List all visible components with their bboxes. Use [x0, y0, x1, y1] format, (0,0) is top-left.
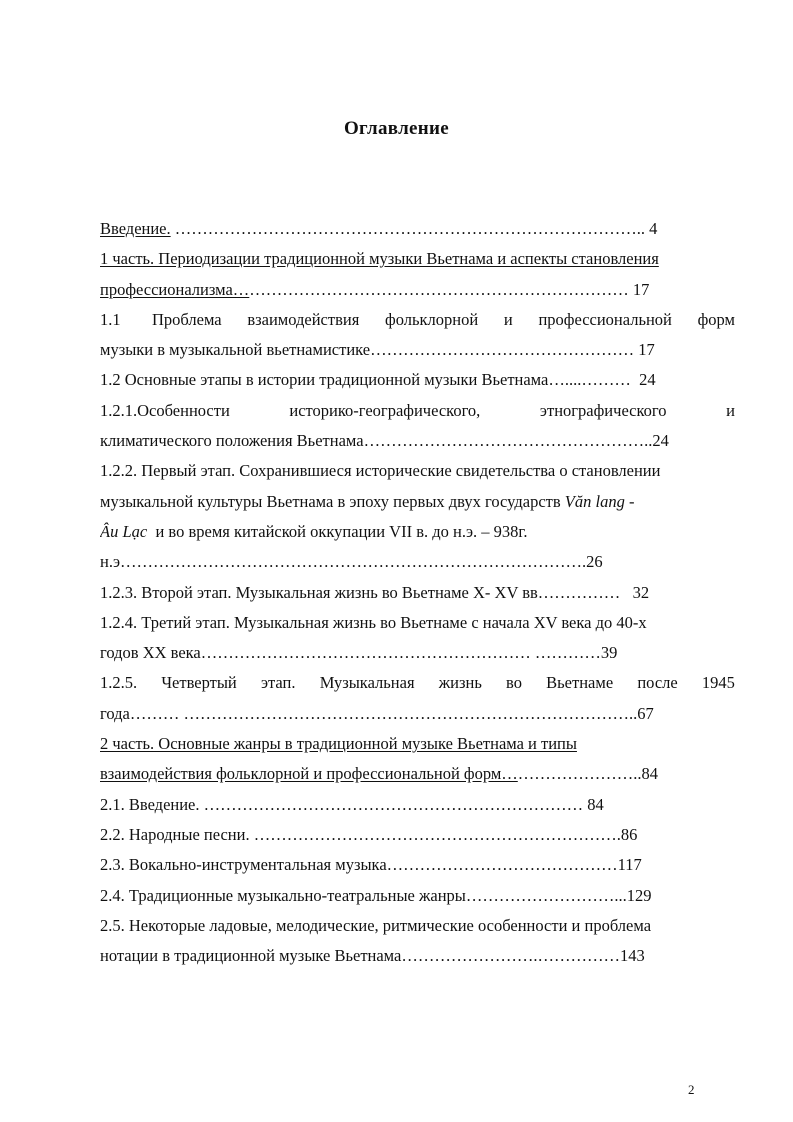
toc-label: 1.2.2. Первый этап. Сохранившиеся исторические свидетельства о становлении	[100, 461, 661, 481]
toc-leader-dots: ………………………………………………………….	[249, 824, 621, 844]
toc-label-word: во	[506, 673, 522, 693]
toc-page-number: 17	[632, 279, 650, 299]
toc-leader-dots: ……………………………………………………………	[249, 279, 633, 299]
toc-leader-dots: ………………………………………………………………………….	[120, 552, 587, 572]
toc-entry-1-2-1-line1[interactable]	[100, 396, 735, 426]
toc-section-number: 1.1	[100, 309, 121, 329]
toc-page-number: 26	[586, 552, 603, 572]
toc-entry-1-2-2-line3[interactable]	[100, 517, 735, 547]
toc-label-word: и	[726, 400, 735, 420]
toc-page-number: ..24	[644, 431, 669, 451]
toc-entry-1-2-4-line1[interactable]	[100, 608, 735, 638]
toc-label: Введение.	[100, 219, 171, 238]
toc-entry-1-2-1-line2[interactable]	[100, 426, 735, 456]
toc-entry-2-4[interactable]	[100, 881, 735, 911]
toc-page-number: 143	[619, 946, 645, 966]
toc-label-italic: Văn lang -	[564, 491, 635, 511]
toc-entry-part2-line1[interactable]	[100, 729, 735, 759]
toc-entry-2-3[interactable]	[100, 850, 735, 880]
toc-entry-2-5-line1[interactable]	[100, 911, 735, 941]
toc-label: музыкальной культуры Вьетнама в эпоху первых двух государств	[100, 491, 561, 511]
toc-entry-1-2-5-line2[interactable]	[100, 699, 735, 729]
toc-page-number: 117	[617, 855, 642, 875]
toc-page-number: 84	[641, 764, 659, 784]
toc-page-number: 24	[639, 370, 656, 390]
toc-page-number: 4	[649, 219, 658, 238]
toc-page-number: 84	[587, 794, 604, 814]
toc-leader-dots: ……………………………………………	[363, 431, 645, 451]
toc-leader-dots: ……… ………………………………………………………………………..	[129, 703, 638, 723]
toc-leader-dots: ……………………………………	[386, 855, 618, 875]
toc-entry-2-5-line2[interactable]	[100, 941, 735, 971]
toc-leader-dots: …………………….……………	[401, 946, 620, 966]
toc-label-word: 1945	[701, 673, 735, 693]
toc-entry-part1-line1[interactable]	[100, 244, 735, 274]
toc-label-word: после	[637, 673, 678, 693]
toc-page-number: 86	[620, 824, 638, 844]
toc-page-number: 17	[634, 340, 655, 360]
toc-label: 2.1. Введение.	[100, 794, 200, 814]
toc-label-word: жизнь	[438, 673, 482, 693]
toc-label: музыки в музыкальной вьетнамистике	[100, 340, 371, 360]
toc-entry-part2-line2[interactable]	[100, 759, 735, 789]
toc-label-word: этнографического	[539, 400, 667, 420]
toc-leader-dots: …....………	[548, 370, 631, 390]
toc-entry-1-2-4-line2[interactable]	[100, 638, 735, 668]
toc-label: 2.5. Некоторые ладовые, мелодические, ритмические особенности и проблема	[100, 915, 652, 935]
toc-label: 1.2 Основные этапы в истории традиционной музыки Вьетнама	[100, 370, 549, 390]
toc-leader-dots: …………………………………………	[370, 340, 635, 360]
toc-label-word: 1.2.5.	[100, 673, 138, 693]
toc-label: годов XX века	[100, 643, 201, 663]
toc-entry-1-2-3[interactable]	[100, 578, 735, 608]
toc-leader-dots: …………………………………………………………………………..	[170, 219, 650, 238]
toc-label: 1 часть. Периодизации традиционной музыки Вьетнама и аспекты становления	[100, 249, 659, 269]
toc-entry-1-2-2-line4[interactable]	[100, 547, 735, 577]
toc-leader-dots: …………………………………………………… …………	[200, 643, 601, 663]
toc-entry-part1-line2[interactable]	[100, 275, 735, 305]
toc-label: 1.2.3. Второй этап. Музыкальная жизнь во Вьетнаме X- XV вв	[100, 582, 538, 602]
toc-leader-dots: …………………..	[517, 764, 642, 784]
toc-entry-1-2-2-line1[interactable]	[100, 456, 735, 486]
toc-entry-1-2-5-line1[interactable]	[100, 668, 735, 698]
toc-leader-dots: ……………………………………………………………	[199, 794, 588, 814]
toc-label: 2.2. Народные песни.	[100, 824, 250, 844]
toc-label-word: Вьетнаме	[546, 673, 614, 693]
toc-entry-1-1-line2[interactable]	[100, 335, 735, 365]
toc-page-number: 129	[626, 885, 652, 905]
toc-page-number: 39	[600, 643, 618, 663]
toc-entry-2-2[interactable]	[100, 820, 735, 850]
toc-label: нотации в традиционной музыке Вьетнама	[100, 946, 402, 966]
toc-label-italic: Âu Lạc	[100, 521, 148, 541]
toc-entry-1-2[interactable]	[100, 365, 735, 395]
toc-leader-dots: ………………………...	[465, 885, 627, 905]
table-of-contents	[100, 214, 735, 971]
toc-label: Проблема взаимодействия фольклорной и профессиональной форм	[152, 309, 735, 329]
toc-entry-intro[interactable]	[100, 214, 735, 244]
toc-page-number: 32	[632, 582, 650, 602]
toc-label: года	[100, 703, 130, 723]
toc-label: н.э	[100, 552, 121, 572]
page-number: 2	[688, 1082, 695, 1097]
toc-label: профессионализма…	[100, 279, 250, 299]
toc-entry-2-1[interactable]	[100, 790, 735, 820]
page-title: Оглавление	[343, 118, 450, 139]
toc-entry-1-1-line1[interactable]	[100, 305, 735, 335]
toc-page-number: 67	[637, 703, 654, 723]
toc-label-word: историко-географического,	[289, 400, 481, 420]
toc-label: взаимодействия фольклорной и профессиональной форм…	[100, 764, 518, 784]
toc-label: 1.2.4. Третий этап. Музыкальная жизнь во Вьетнаме с начала XV века до 40-х	[100, 612, 647, 632]
toc-label: 2 часть. Основные жанры в традиционной музыке Вьетнама и типы	[100, 734, 577, 754]
toc-label: 2.4. Традиционные музыкально-театральные жанры	[100, 885, 466, 905]
toc-leader-dots: ……………	[537, 582, 625, 602]
toc-label-word: Музыкальная	[319, 673, 415, 693]
toc-label-word: этап.	[260, 673, 296, 693]
toc-label-word: Четвертый	[161, 673, 237, 693]
toc-label: 2.3. Вокально-инструментальная музыка	[100, 855, 387, 875]
toc-entry-1-2-2-line2[interactable]	[100, 487, 735, 517]
toc-label-word: 1.2.1.Особенности	[100, 400, 230, 420]
toc-label: климатического положения Вьетнама	[100, 431, 364, 451]
toc-label: и во время китайской оккупации VII в. до н.э. – 938г.	[155, 521, 528, 541]
